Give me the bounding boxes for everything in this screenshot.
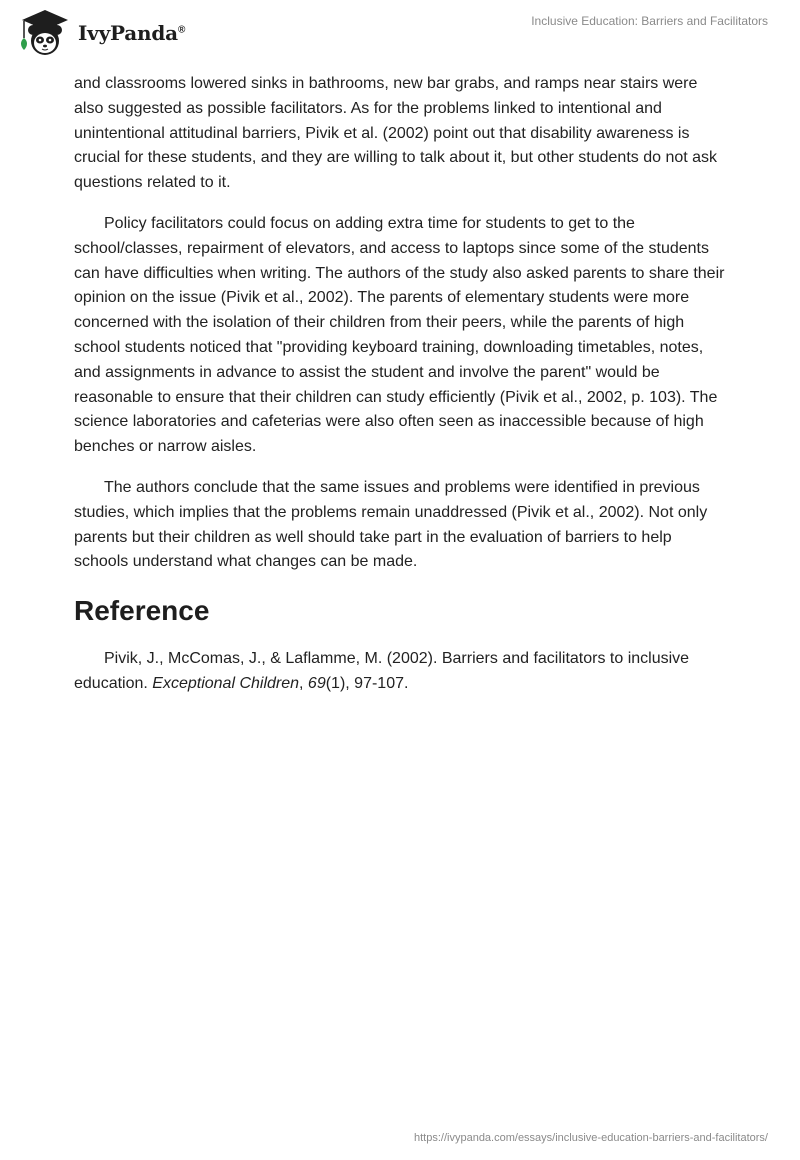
reference-authors: Pivik, J., McComas, J., & Laflamme, M. (2002). Barriers and facilitators to inclusive education.	[74, 650, 690, 692]
brand-name: IvyPanda®	[78, 21, 186, 45]
reference-entry	[74, 647, 729, 697]
paragraph-conclusion: The authors conclude that the same issues and problems were identified in previous studies, which implies that the problems remain unaddressed (Pivik et al., 2002). Not only parents but their children as well should take part in the evaluation of barriers to help schools understand what changes can be made.	[74, 478, 708, 571]
reference-separator: ,	[299, 674, 308, 692]
reference-journal: Exceptional Children	[152, 674, 300, 692]
paragraph-continued: and classrooms lowered sinks in bathrooms, new bar grabs, and ramps near stairs were also suggested as possible facilitators. As for the problems linked to intentional and unintentional attitudinal barriers, Pivik et al. (2002) point out that disability awareness is crucial for these students, and they are willing to talk about it, but other students do not ask questions related to it.	[74, 75, 718, 192]
page-header	[0, 0, 800, 60]
registered-mark: ®	[177, 24, 186, 36]
source-url-link[interactable]: https://ivypanda.com/essays/inclusive-education-barriers-and-facilitators/	[414, 1132, 768, 1144]
panda-graduate-icon	[16, 8, 74, 58]
essay-body	[74, 72, 729, 713]
paragraph-policy-facilitators: Policy facilitators could focus on adding extra time for students to get to the school/classes, repairment of elevators, and access to laptops since some of the students can have difficulties when writing. The authors of the study also asked parents to share their opinion on the issue (Pivik et al., 2002). The parents of elementary students were more concerned with the isolation of their children from their peers, while the parents of high school students noticed that "providing keyboard training, downloading timetables, notes, and assignments in advance to assist the student and involve the parent" would be reasonable to ensure that their children can study efficiently (Pivik et al., 2002, p. 103). The science laboratories and cafeterias were also often seen as inaccessible because of high benches or narrow aisles.	[74, 214, 725, 456]
reference-heading: Reference	[74, 595, 210, 627]
reference-volume: 69	[307, 674, 326, 692]
essay-title: Inclusive Education: Barriers and Facilitators	[531, 14, 768, 28]
ivypanda-logo[interactable]	[16, 8, 185, 58]
reference-pages: (1), 97-107.	[325, 674, 409, 692]
